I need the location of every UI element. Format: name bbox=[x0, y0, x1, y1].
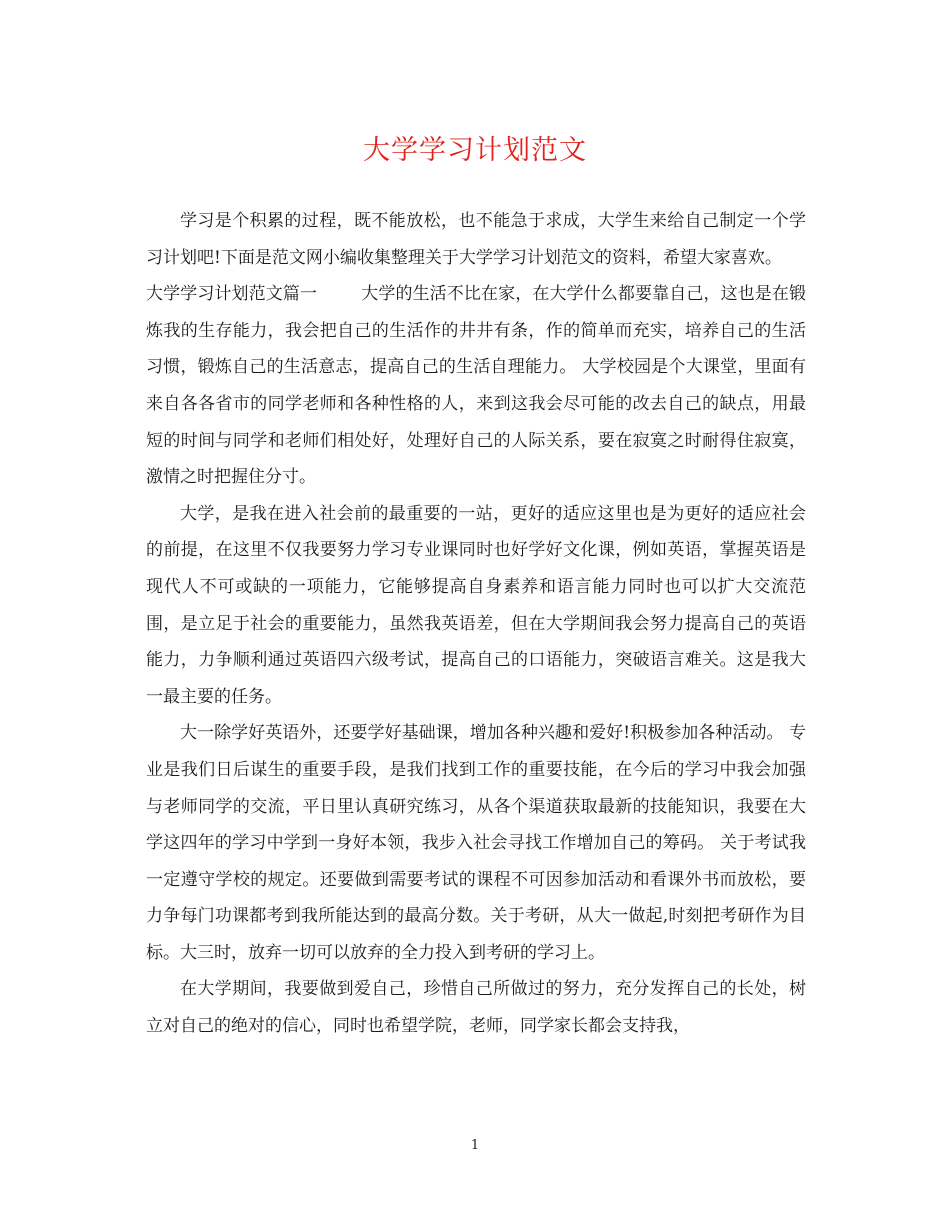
document-title: 大学学习计划范文 bbox=[363, 135, 587, 166]
page-number: 1 bbox=[470, 1138, 480, 1153]
intro-paragraph: 学习是个积累的过程，既不能放松，也不能急于求成，大学生来给自己制定一个学习计划吧!下面是范文网小编收集整理关于大学学习计划范文的资料，希望大家喜欢。 bbox=[146, 211, 806, 268]
body-paragraph-2: 大一除学好英语外，还要学好基础课，增加各种兴趣和爱好!积极参加各种活动。 专业是我们日后谋生的重要手段，是我们找到工作的重要技能，在今后的学习中我会加强与老师同学的交流，平日里认真研究练习，从各个渠道获取最新的技能知识，我要在大学这四年的学习中学到一身好本领，我步入社会寻找工作增加自己的筹码。 关于考试我一定遵守学校的规定。还要做到需要考试的课程不可因参加活动和看课外书而放松，要力争每门功课都考到我所能达到的最高分数。关于考研，从大一做起,时刻把考研作为目标。大三时，放弃一切可以放弃的全力投入到考研的学习上。 bbox=[146, 723, 806, 963]
section-heading: 大学学习计划范文篇一 bbox=[146, 284, 318, 305]
document-body bbox=[146, 203, 806, 1045]
section-first-paragraph: 大学的生活不比在家，在大学什么都要靠自己，这也是在锻炼我的生存能力，我会把自己的生活作的井井有条，作的简单而充实，培养自己的生活习惯，锻炼自己的生活意志，提高自己的生活自理能力。 大学校园是个大课堂，里面有来自各各省市的同学老师和各种性格的人，来到这我会尽可能的改去自己的缺点，用最短的时间与同学和老师们相处好，处理好自己的人际关系，要在寂寞之时耐得住寂寞，激情之时把握住分寸。 bbox=[146, 284, 807, 488]
body-paragraph-1: 大学，是我在进入社会前的最重要的一站，更好的适应这里也是为更好的适应社会的前提，在这里不仅我要努力学习专业课同时也好学好文化课，例如英语，掌握英语是现代人不可或缺的一项能力，它能够提高自身素养和语言能力同时也可以扩大交流范围，是立足于社会的重要能力，虽然我英语差，但在大学期间我会努力提高自己的英语能力，力争顺利通过英语四六级考试，提高自己的口语能力，突破语言难关。这是我大一最主要的任务。 bbox=[146, 503, 806, 707]
body-paragraph-3: 在大学期间，我要做到爱自己，珍惜自己所做过的努力，充分发挥自己的长处，树立对自己的绝对的信心，同时也希望学院，老师，同学家长都会支持我， bbox=[146, 979, 806, 1037]
section-paragraph bbox=[146, 276, 806, 496]
